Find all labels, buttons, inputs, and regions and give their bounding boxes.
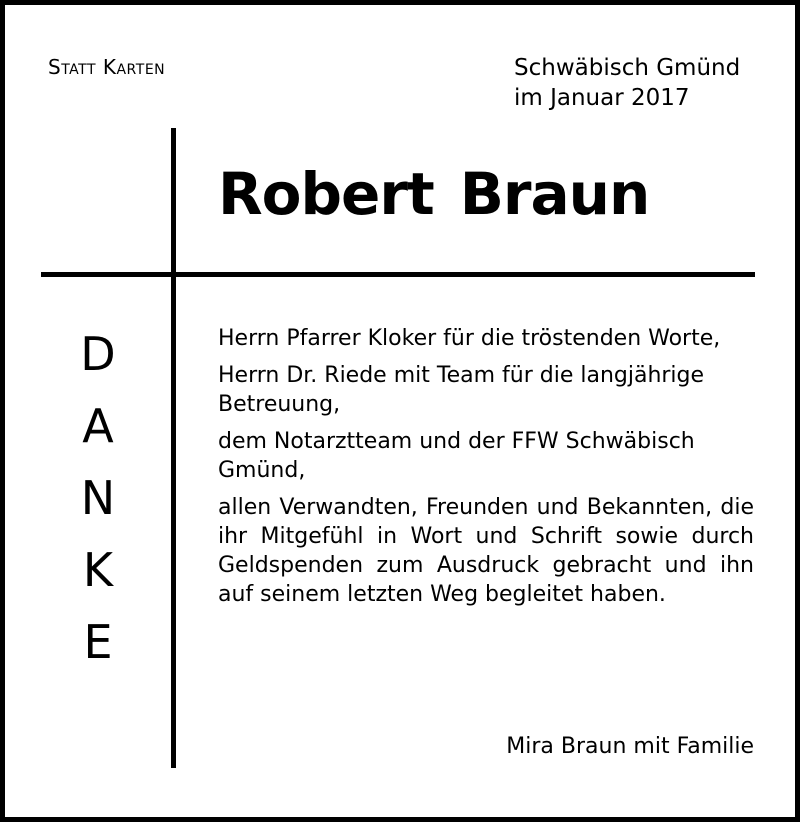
thanks-text	[218, 324, 754, 617]
statt-karten-label: Statt Karten	[48, 55, 166, 79]
deceased-name	[218, 160, 649, 228]
vertical-divider	[171, 128, 176, 768]
place: Schwäbisch Gmünd	[514, 55, 741, 81]
thanks-paragraph: Herrn Pfarrer Kloker für die tröstenden Worte,	[218, 326, 721, 351]
thanks-paragraph: Herrn Dr. Riede mit Team für die langjährige Betreuung,	[218, 363, 705, 417]
signature: Mira Braun mit Familie	[506, 734, 754, 759]
danke-vertical-word	[66, 327, 130, 687]
thanks-paragraph: dem Notarztteam und der FFW Schwäbisch Gmünd,	[218, 429, 695, 483]
danke-letter: K	[82, 543, 114, 597]
danke-letter: E	[83, 615, 113, 669]
danke-letter: A	[82, 399, 114, 453]
thanks-paragraph: allen Verwandten, Freunden und Bekannten, die ihr Mitgefühl in Wort und Schrift sowie durch Geldspenden zum Ausdruck gebracht und ihn auf seinem letzten Weg begleitet haben.	[218, 495, 754, 607]
date: im Januar 2017	[514, 85, 690, 111]
danke-letter: N	[80, 471, 116, 525]
horizontal-divider	[41, 272, 755, 277]
danke-letter: D	[80, 327, 116, 381]
last-name: Braun	[459, 160, 650, 228]
place-date-block	[514, 53, 740, 113]
first-name: Robert	[218, 160, 434, 228]
